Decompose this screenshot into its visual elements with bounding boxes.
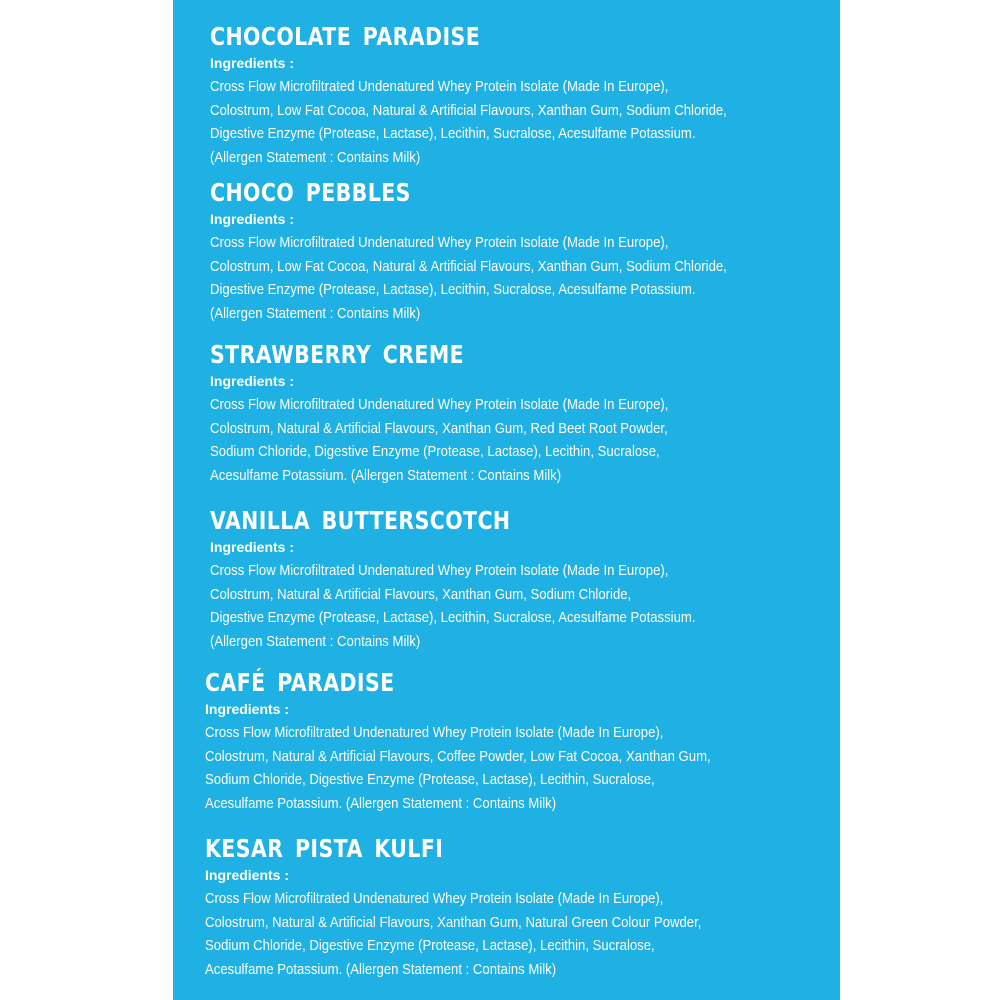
allergen-statement: (Allergen Statement : Contains Milk) [210, 633, 421, 650]
ingredients-line: Sodium Chloride, Digestive Enzyme (Protease, Lactase), Lecithin, Sucralose, [205, 772, 655, 789]
flavour-section-choco-pebbles [210, 178, 784, 326]
allergen-statement: Acesulfame Potassium. (Allergen Statement : Contains Milk) [210, 467, 562, 484]
ingredients-line: Cross Flow Microfiltrated Undenatured Whey Protein Isolate (Made In Europe), [210, 79, 669, 95]
flavour-section-kesar-pista-kulfi [205, 834, 757, 982]
ingredients-line: Colostrum, Natural & Artificial Flavours, Xanthan Gum, Red Beet Root Powder, [210, 420, 668, 437]
ingredients-label: Ingredients : [205, 867, 290, 883]
ingredients-line: Cross Flow Microfiltrated Undenatured Whey Protein Isolate (Made In Europe), [205, 725, 664, 741]
ingredients-label: Ingredients : [210, 373, 295, 389]
ingredients-line: Digestive Enzyme (Protease, Lactase), Lecithin, Sucralose, Acesulfame Potassium. [210, 282, 696, 299]
flavour-section-chocolate-paradise [210, 22, 784, 170]
ingredients-line: Cross Flow Microfiltrated Undenatured Whey Protein Isolate (Made In Europe), [210, 563, 669, 579]
ingredients-line: Digestive Enzyme (Protease, Lactase), Lecithin, Sucralose, Acesulfame Potassium. [210, 610, 696, 627]
flavour-section-strawberry-creme [210, 340, 719, 488]
flavour-section-cafe-paradise [205, 668, 767, 816]
allergen-statement: Acesulfame Potassium. (Allergen Statement : Contains Milk) [205, 961, 557, 978]
allergen-statement: Acesulfame Potassium. (Allergen Statement : Contains Milk) [205, 795, 557, 812]
ingredients-label: Ingredients : [210, 211, 295, 227]
flavour-title: VANILLA BUTTERSCOTCH [210, 506, 511, 535]
allergen-statement: (Allergen Statement : Contains Milk) [210, 305, 421, 322]
ingredients-line: Colostrum, Natural & Artificial Flavours, Xanthan Gum, Natural Green Colour Powder, [205, 914, 702, 931]
ingredients-line: Cross Flow Microfiltrated Undenatured Whey Protein Isolate (Made In Europe), [210, 235, 669, 251]
flavour-title: CHOCO PEBBLES [210, 178, 411, 207]
flavour-title: CAFÉ PARADISE [205, 668, 395, 697]
flavour-title: KESAR PISTA KULFI [205, 834, 444, 863]
ingredients-line: Colostrum, Natural & Artificial Flavours, Xanthan Gum, Sodium Chloride, [210, 586, 632, 603]
ingredients-line: Colostrum, Natural & Artificial Flavours, Coffee Powder, Low Fat Cocoa, Xanthan Gum, [205, 748, 711, 765]
ingredients-line: Cross Flow Microfiltrated Undenatured Whey Protein Isolate (Made In Europe), [210, 397, 669, 413]
flavour-section-vanilla-butterscotch [210, 506, 749, 654]
ingredients-label: Ingredients : [210, 55, 295, 71]
ingredients-label: Ingredients : [205, 701, 290, 717]
ingredients-line: Colostrum, Low Fat Cocoa, Natural & Artificial Flavours, Xanthan Gum, Sodium Chloride, [210, 258, 727, 275]
ingredients-line: Digestive Enzyme (Protease, Lactase), Lecithin, Sucralose, Acesulfame Potassium. [210, 126, 696, 143]
ingredients-line: Colostrum, Low Fat Cocoa, Natural & Artificial Flavours, Xanthan Gum, Sodium Chloride, [210, 102, 727, 119]
allergen-statement: (Allergen Statement : Contains Milk) [210, 149, 421, 166]
ingredients-line: Sodium Chloride, Digestive Enzyme (Protease, Lactase), Lecithin, Sucralose, [205, 938, 655, 955]
flavour-title: STRAWBERRY CREME [210, 340, 465, 369]
ingredients-line: Cross Flow Microfiltrated Undenatured Whey Protein Isolate (Made In Europe), [205, 891, 664, 907]
flavour-title: CHOCOLATE PARADISE [210, 22, 481, 51]
ingredients-label: Ingredients : [210, 539, 295, 555]
ingredients-line: Sodium Chloride, Digestive Enzyme (Protease, Lactase), Lecithin, Sucralose, [210, 444, 660, 461]
